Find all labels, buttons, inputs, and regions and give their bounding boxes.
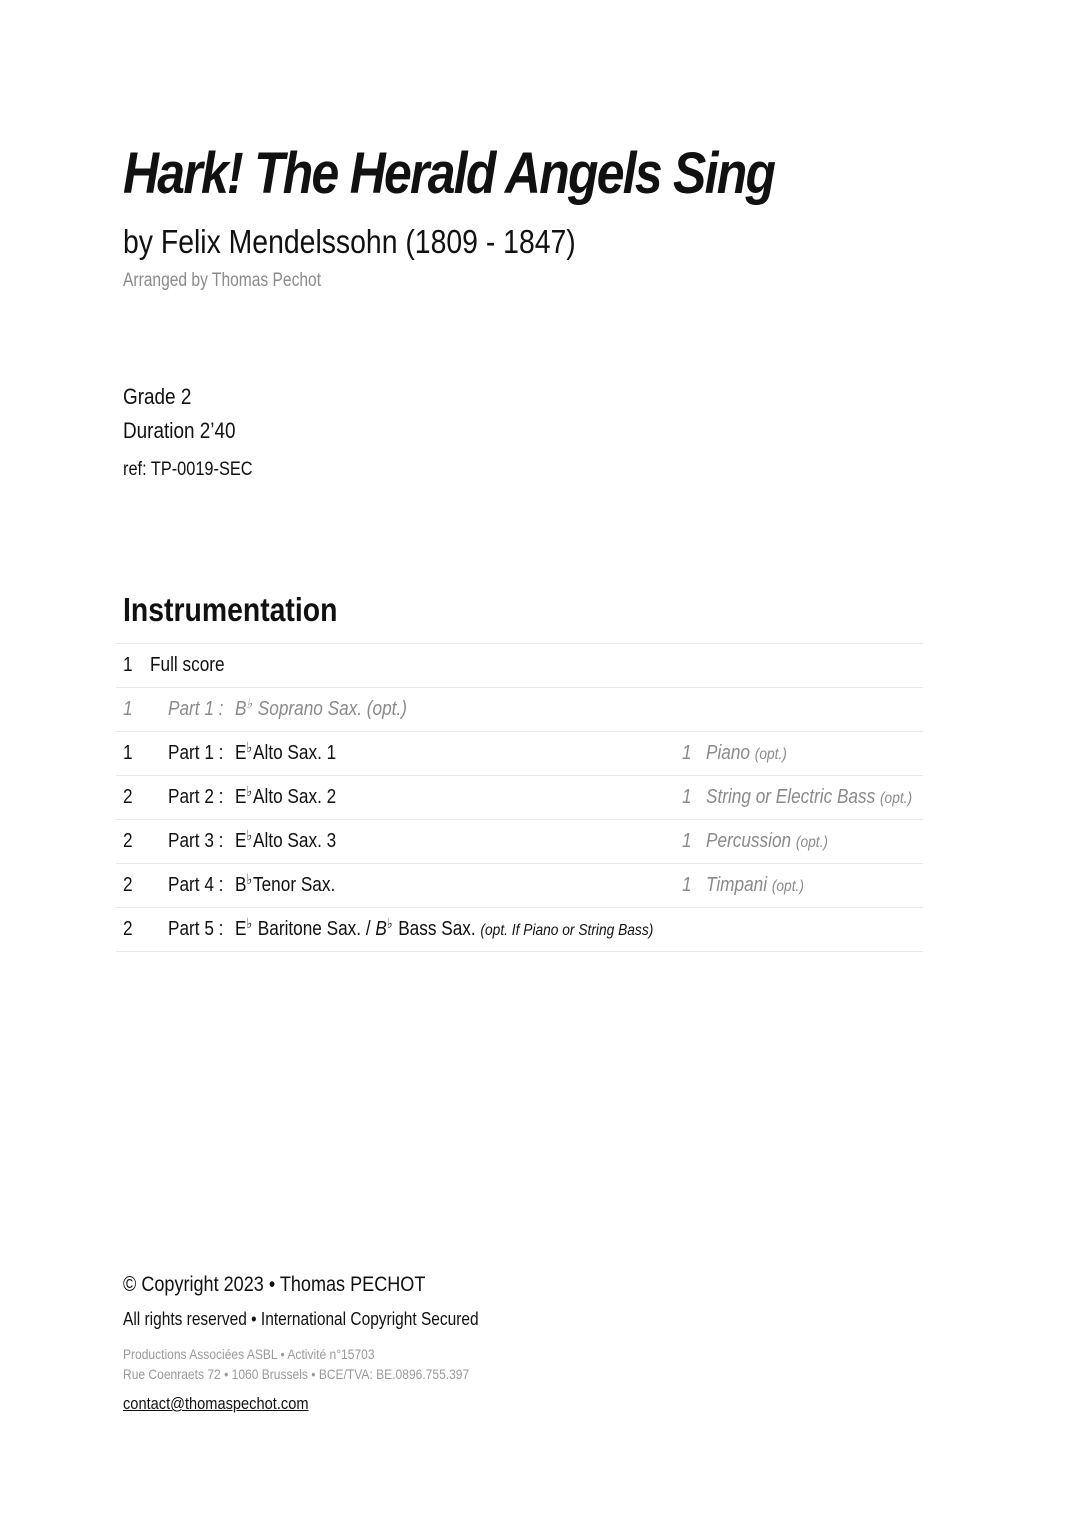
instrument-part: Part 4 :	[168, 874, 224, 896]
optional-note: (opt. If Piano or String Bass)	[480, 922, 654, 939]
instrument-name: Full score	[150, 654, 225, 676]
flat-sign: ♭	[246, 739, 253, 755]
key-letter: E	[235, 830, 247, 852]
optional-note: (opt.)	[795, 834, 828, 851]
piece-title: Hark! The Herald Angels Sing	[123, 141, 775, 206]
flat-sign: ♭	[246, 783, 253, 799]
rhythm-instrument	[706, 864, 804, 908]
optional-note: (opt.)	[754, 746, 787, 763]
key-letter: E	[235, 742, 247, 764]
instrument-name	[235, 688, 407, 732]
instrument-label: Tenor Sax.	[253, 874, 336, 896]
rhythm-qty: 1	[682, 874, 692, 896]
rhythm-instrument-label: Timpani	[706, 874, 768, 896]
rhythm-instrument	[706, 820, 828, 864]
instrument-row-alto-2	[116, 775, 923, 819]
instrument-name	[235, 864, 335, 908]
instrument-part: Part 2 :	[168, 786, 224, 808]
instrument-part: Part 3 :	[168, 830, 224, 852]
instrument-row-soprano	[116, 687, 923, 731]
instrument-label: Baritone Sax. /	[257, 918, 371, 940]
instrument-name	[235, 820, 336, 864]
company-line-1: Productions Associées ASBL • Activité n°15703	[123, 1346, 375, 1362]
instrument-label: Alto Sax. 1	[253, 742, 337, 764]
instrument-qty: 1	[123, 654, 133, 676]
instrument-row-tenor	[116, 863, 923, 907]
rhythm-qty: 1	[682, 830, 692, 852]
instrument-qty: 2	[123, 830, 133, 852]
instrument-qty: 2	[123, 786, 133, 808]
flat-sign: ♭	[246, 871, 253, 887]
instrument-row-alto-1	[116, 731, 923, 775]
instrument-name	[235, 732, 336, 776]
grade-label: Grade 2	[123, 384, 192, 409]
instrument-qty: 2	[123, 918, 133, 940]
composer-line: by Felix Mendelssohn (1809 - 1847)	[123, 223, 576, 260]
key-letter: B	[235, 874, 247, 896]
flat-sign: ♭	[386, 915, 393, 931]
instrument-qty: 1	[123, 698, 133, 720]
arranger-line: Arranged by Thomas Pechot	[123, 270, 322, 291]
instrument-name	[235, 776, 336, 820]
key-letter: E	[235, 918, 247, 940]
company-line-2: Rue Coenraets 72 • 1060 Brussels • BCE/TVA: BE.0896.755.397	[123, 1366, 470, 1382]
rhythm-instrument	[706, 776, 912, 820]
instrument-name	[235, 908, 653, 952]
instrument-label: Alto Sax. 3	[253, 830, 337, 852]
instrument-row-alto-3	[116, 819, 923, 863]
piece-info	[123, 380, 253, 492]
instrument-qty: 2	[123, 874, 133, 896]
instrument-label: Soprano Sax. (opt.)	[257, 698, 407, 720]
contact-email-link[interactable]: contact@thomaspechot.com	[123, 1394, 309, 1413]
rhythm-instrument-label: String or Electric Bass	[706, 786, 876, 808]
instrumentation-table	[116, 643, 923, 952]
instrument-row-full-score	[116, 643, 923, 687]
key-letter: B	[235, 698, 247, 720]
footer	[123, 1270, 479, 1416]
optional-note: (opt.)	[879, 790, 913, 807]
flat-sign: ♭	[246, 915, 253, 931]
reference-code: ref: TP-0019-SEC	[123, 459, 253, 480]
instrument-part: Part 1 :	[168, 742, 224, 764]
alt-instrument-label: Bass Sax.	[398, 918, 476, 940]
company-info	[123, 1344, 479, 1384]
flat-sign: ♭	[246, 827, 253, 843]
flat-sign: ♭	[246, 695, 253, 711]
rhythm-qty: 1	[682, 786, 692, 808]
instrument-part: Part 1 :	[168, 698, 224, 720]
rhythm-qty: 1	[682, 742, 692, 764]
rhythm-instrument-label: Percussion	[706, 830, 792, 852]
copyright-line: © Copyright 2023 • Thomas PECHOT	[123, 1273, 426, 1296]
rhythm-instrument	[706, 732, 787, 776]
rights-line: All rights reserved • International Copyright Secured	[123, 1309, 479, 1329]
instrumentation-heading: Instrumentation	[123, 591, 338, 628]
alt-key-letter: B	[375, 918, 387, 940]
instrument-label: Alto Sax. 2	[253, 786, 337, 808]
optional-note: (opt.)	[771, 878, 804, 895]
instrument-qty: 1	[123, 742, 133, 764]
key-letter: E	[235, 786, 247, 808]
instrument-part: Part 5 :	[168, 918, 224, 940]
instrument-row-baritone	[116, 907, 923, 952]
duration-label: Duration 2’40	[123, 418, 236, 443]
rhythm-instrument-label: Piano	[706, 742, 750, 764]
